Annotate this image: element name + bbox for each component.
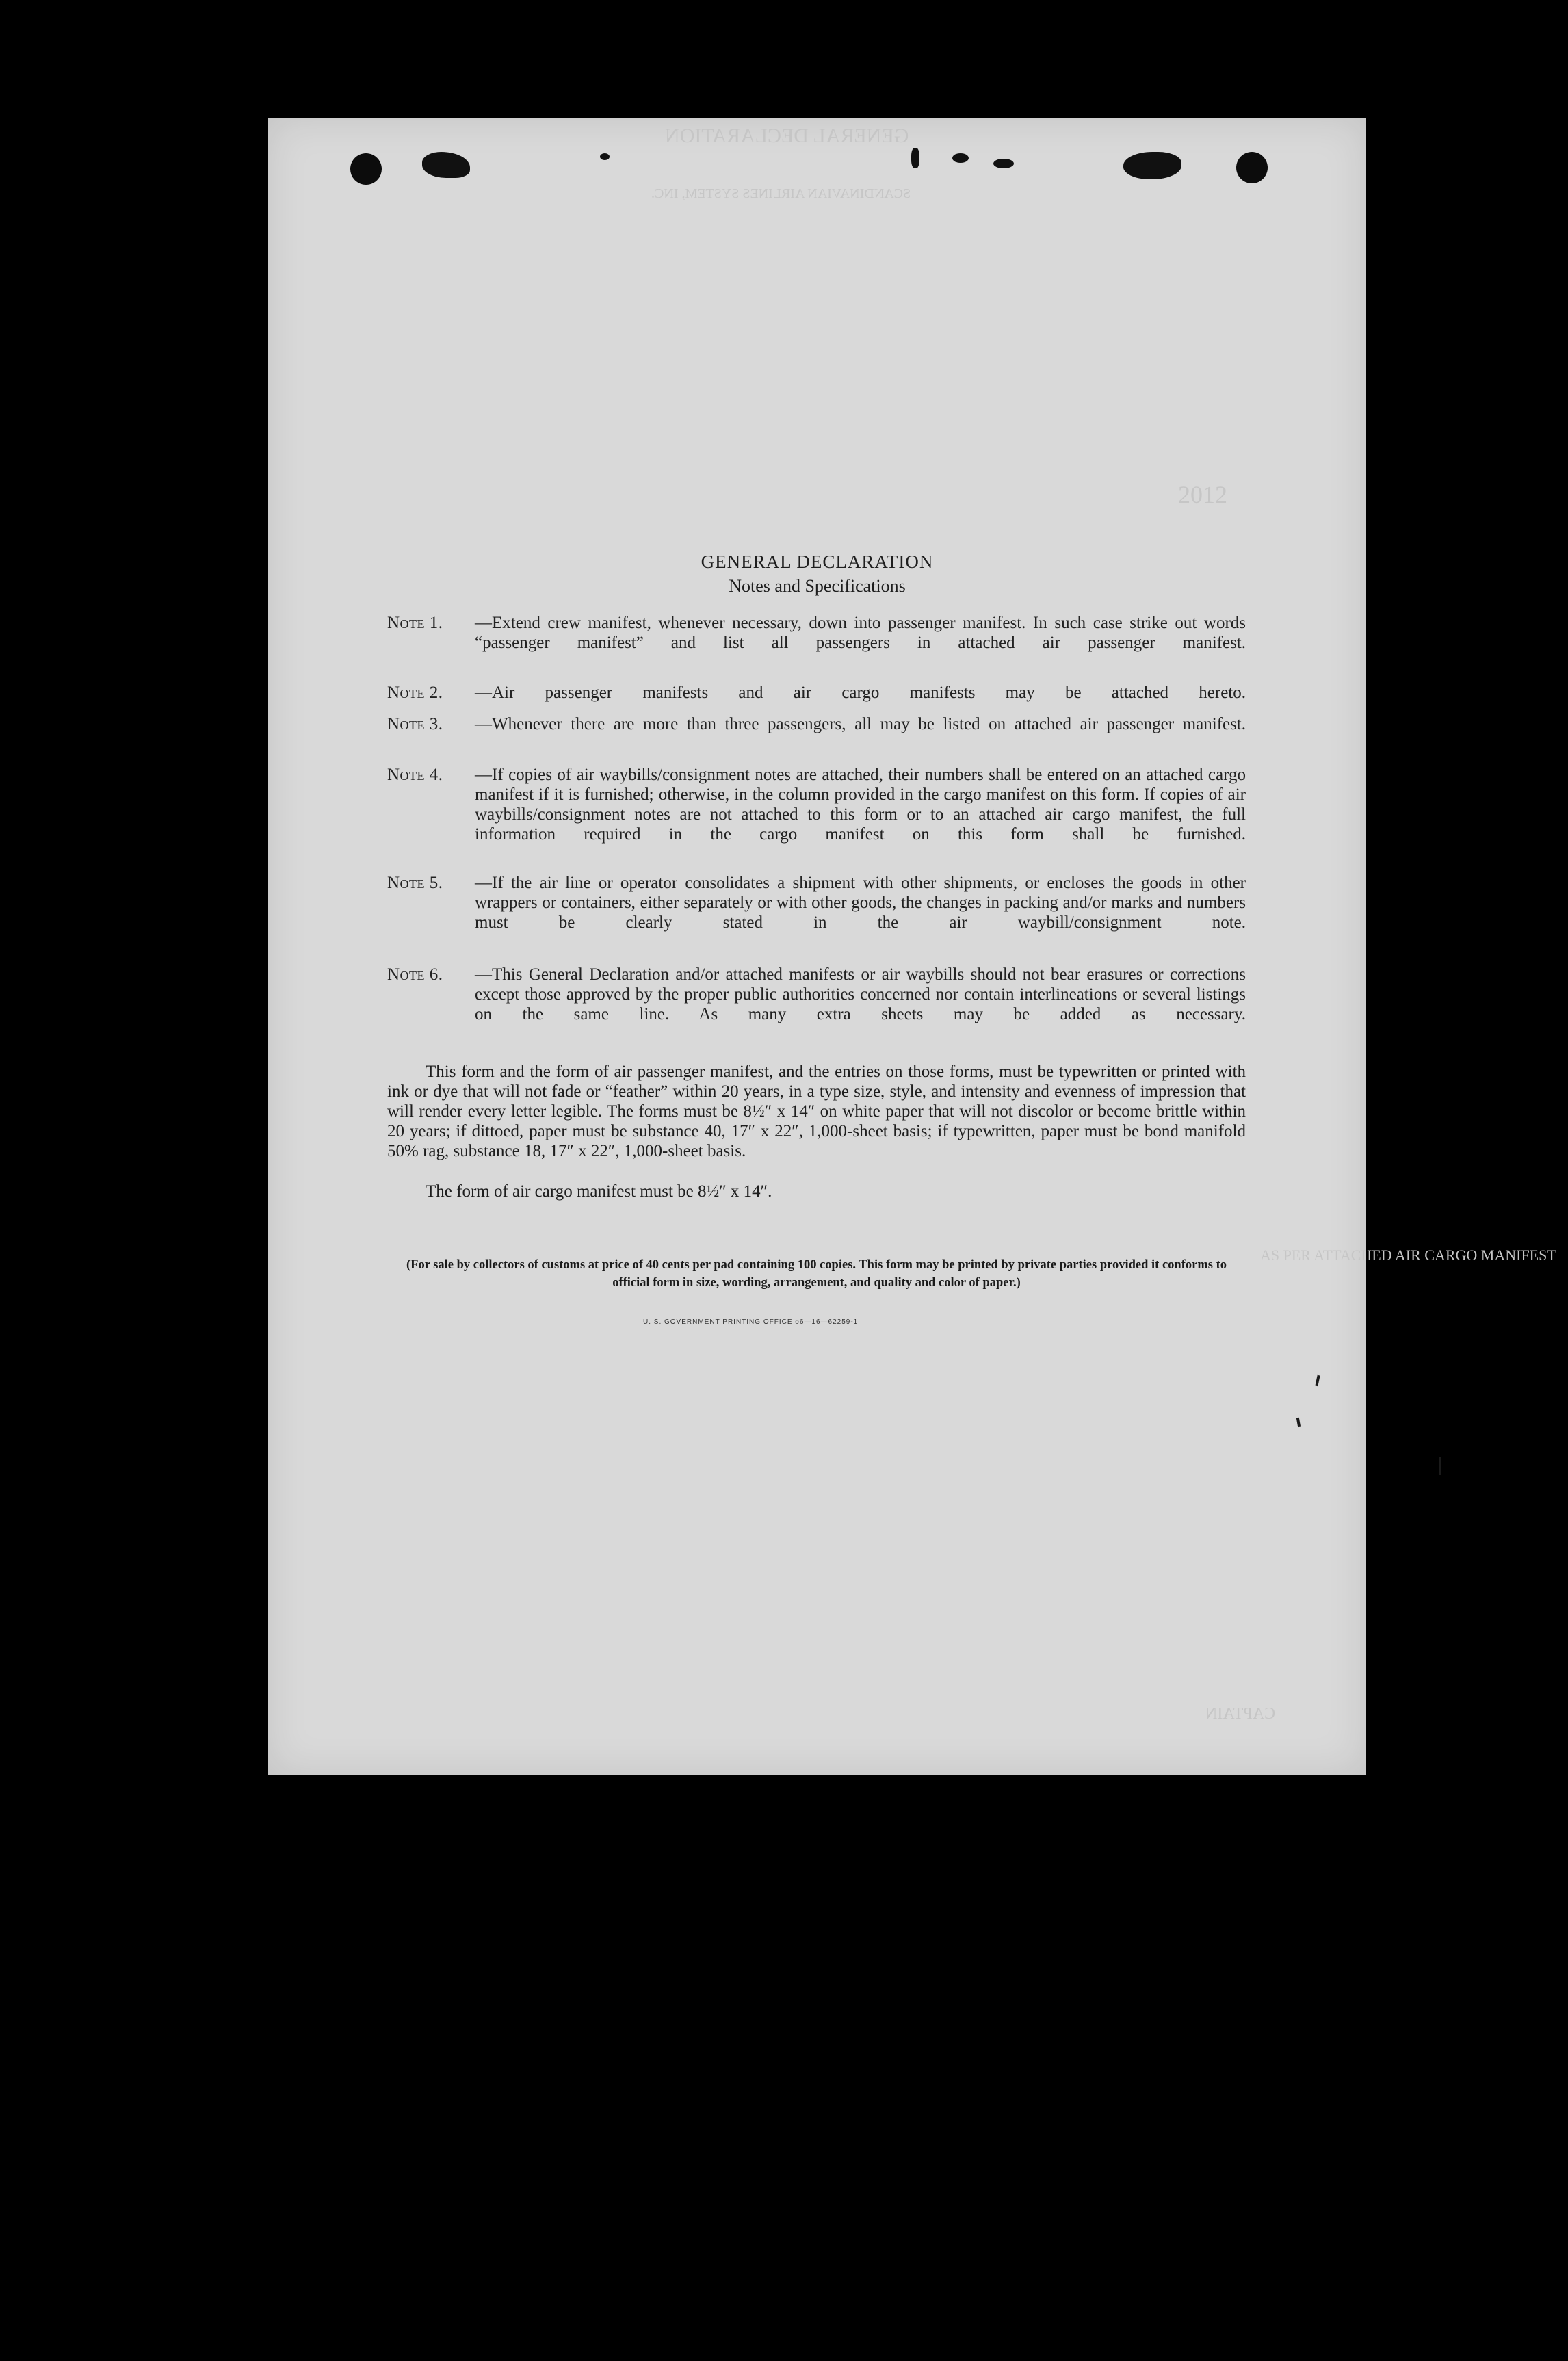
note-text: —If the air line or operator consolidates a shipment with other shipments, or encloses the goods in other wrappers or containers, either separately or with other goods, the changes in packing and/or marks and numbers must be clearly stated in the air waybill/consignment note. (475, 874, 1246, 932)
scan-mark (952, 153, 969, 163)
note-label: Note 3. (387, 715, 443, 733)
printing-office-imprint: U. S. GOVERNMENT PRINTING OFFICE o6—16—62259-1 (643, 1318, 859, 1326)
cargo-size-line (387, 1182, 1246, 1201)
note-label: Note 6. (387, 965, 443, 984)
note-label: Note 5. (387, 874, 443, 892)
note-text: —Air passenger manifests and air cargo manifests may be attached hereto. (475, 683, 1246, 702)
scan-mark (422, 152, 470, 178)
scan-mark (1123, 152, 1181, 179)
note-label: Note 4. (387, 766, 443, 784)
punch-hole-left (350, 153, 382, 185)
note-text: —If copies of air waybills/consignment notes are attached, their numbers shall be entered on an attached cargo manifest if it is furnished; otherwise, in the column provided in the cargo manifest on this form. If copies of air waybills/consignment notes are not attached to this form or to an attached air cargo manifest, the full information required in the cargo manifest on this form shall be furnished. (475, 766, 1246, 844)
show-through-airline: SCANDINAVIAN AIRLINES SYSTEM, INC. (651, 186, 911, 201)
show-through-captain: CAPTAIN (1205, 1705, 1276, 1723)
note-4 (387, 765, 1246, 864)
punch-hole-right (1236, 152, 1268, 183)
note-5 (387, 873, 1246, 952)
scan-mark (600, 153, 610, 160)
cargo-size-text: The form of air cargo manifest must be 8½″ x 14″. (426, 1182, 772, 1201)
specification-text: This form and the form of air passenger manifest, and the entries on those forms, must be typewritten or printed with ink or dye that will not fade or “feather” within 20 years, in a type size, style, and intensity and evenness of impression that will render every letter legible. The forms must be 8½″ x 14″ on white paper that will not discolor or become brittle within 20 years; if dittoed, paper must be substance 40, 17″ x 22″, 1,000-sheet basis; if typewritten, paper must be bond manifold 50% rag, substance 18, 17″ x 22″, 1,000-sheet basis. (387, 1062, 1246, 1160)
note-6 (387, 965, 1246, 1044)
note-text: —Extend crew manifest, whenever necessary, down into passenger manifest. In such case strike out words “passenger manifest” and list all passengers in attached air passenger manifest. (475, 614, 1246, 652)
page-title: GENERAL DECLARATION (701, 551, 934, 572)
scan-mark (993, 159, 1014, 168)
specification-paragraph (387, 1062, 1246, 1161)
note-3 (387, 714, 1246, 754)
scan-mark (911, 148, 919, 168)
show-through-form-lines: 2012 (1178, 481, 1227, 508)
page-subtitle: Notes and Specifications (729, 576, 906, 596)
sale-notice: (For sale by collectors of customs at price of 40 cents per pad containing 100 copies. This form may be printed by private parties provided it conforms to official form in size, wording, arrangement, and quality and color of paper.) (406, 1258, 1227, 1290)
show-through-header: GENERAL DECLARATION (665, 125, 909, 147)
note-label: Note 2. (387, 683, 443, 702)
note-label: Note 1. (387, 614, 443, 632)
note-text: —Whenever there are more than three passengers, all may be listed on attached air passenger manifest. (475, 715, 1246, 733)
note-text: —This General Declaration and/or attached manifests or air waybills should not bear erasures or corrections except those approved by the proper public authorities concerned nor contain interlineations or several listings on the same line. As many extra sheets may be added as necessary. (475, 965, 1246, 1023)
note-1 (387, 613, 1246, 673)
show-through-cargo: AS PER ATTACHED AIR CARGO MANIFEST (1260, 1247, 1556, 1264)
scan-mark (1439, 1457, 1441, 1475)
